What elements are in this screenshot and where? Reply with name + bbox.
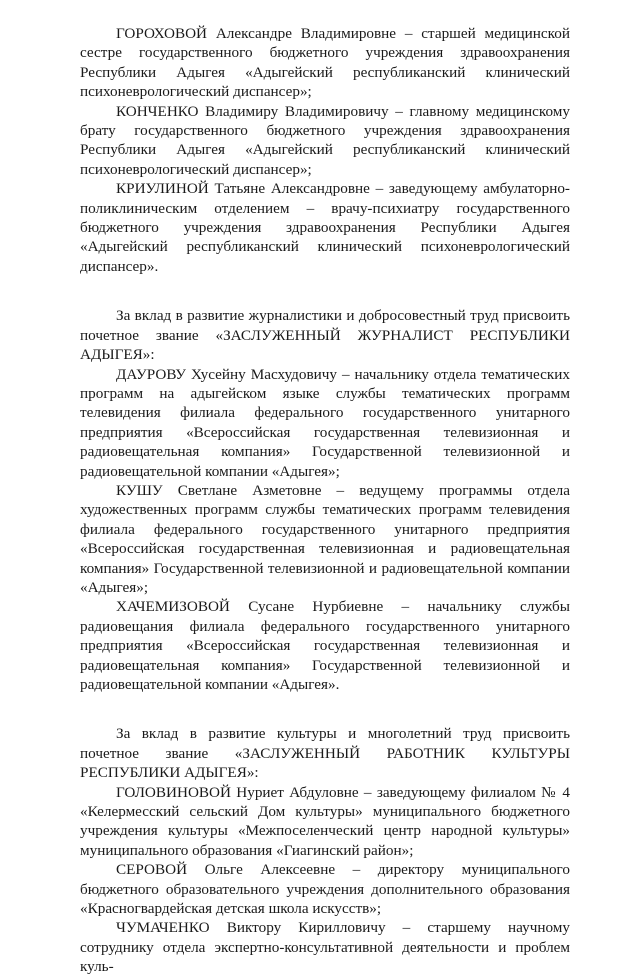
award-entry-daurov: ДАУРОВУ Хусейну Масхудовичу – начальнику отдела тематических программ на адыгейском языке службы тематических программ телевидения филиала федерального государственного унитарного предприятия «Всероссийская государственная телевизионная и радиовещательная компания» Государственной телевизионной и радиовещательной компании «Адыгея»;: [80, 365, 570, 480]
award-entry-serova: СЕРОВОЙ Ольге Алексеевне – директору муниципального бюджетного образовательного учреждения дополнительного образования «Красногвардейская детская школа искусств»;: [80, 861, 570, 918]
award-entry-kriulina: КРИУЛИНОЙ Татьяне Александровне – заведующему амбулаторно-поликлиническим отделением – врачу-психиатру государственного бюджетного учреждения здравоохранения Республики Адыгея «Адыгейский республиканский клинический психоневрологический диспансер».: [80, 180, 570, 275]
award-entry-konchenko: КОНЧЕНКО Владимиру Владимировичу – главному медицинскому брату государственного бюджетного учреждения здравоохранения Республики Адыгея «Адыгейский республиканский клинический психоневрологический диспансер»;: [80, 102, 570, 178]
award-entry-chumachenko: ЧУМАЧЕНКО Виктору Кирилловичу – старшему научному сотруднику отдела экспертно-консультативной деятельности и проблем куль-: [80, 919, 570, 976]
section-intro-journalist: За вклад в развитие журналистики и добросовестный труд присвоить почетное звание «ЗАСЛУЖЕННЫЙ ЖУРНАЛИСТ РЕСПУБЛИКИ АДЫГЕЯ»:: [80, 307, 570, 364]
award-entry-khachemizova: ХАЧЕМИЗОВОЙ Сусане Нурбиевне – начальнику службы радиовещания филиала федерального государственного унитарного предприятия «Всероссийская государственная телевизионная и радиовещательная компания» Государственной телевизионной и радиовещательной компании «Адыгея».: [80, 598, 570, 693]
award-entry-gorokhova: ГОРОХОВОЙ Александре Владимировне – старшей медицинской сестре государственного бюджетного учреждения здравоохранения Республики Адыгея «Адыгейский республиканский клинический психоневрологический диспансер»;: [80, 25, 570, 101]
award-entry-golovinova: ГОЛОВИНОВОЙ Нуриет Абдуловне – заведующему филиалом № 4 «Келермесский сельский Дом культуры» муниципального бюджетного учреждения культуры «Межпоселенческий центр народной культуры» муниципального образования «Гиагинский район»;: [80, 783, 570, 859]
section-intro-culture: За вклад в развитие культуры и многолетний труд присвоить почетное звание «ЗАСЛУЖЕННЫЙ РАБОТНИК КУЛЬТУРЫ РЕСПУБЛИКИ АДЫГЕЯ»:: [80, 725, 570, 782]
award-entry-kushu: КУШУ Светлане Азметовне – ведущему программы отдела художественных программ службы тематических программ телевидения филиала федерального государственного унитарного предприятия «Всероссийская государственная телевизионная и радиовещательная компания» Государственной телевизионной и радиовещательной компании «Адыгея»;: [80, 481, 570, 596]
document-page: [80, 24, 570, 977]
